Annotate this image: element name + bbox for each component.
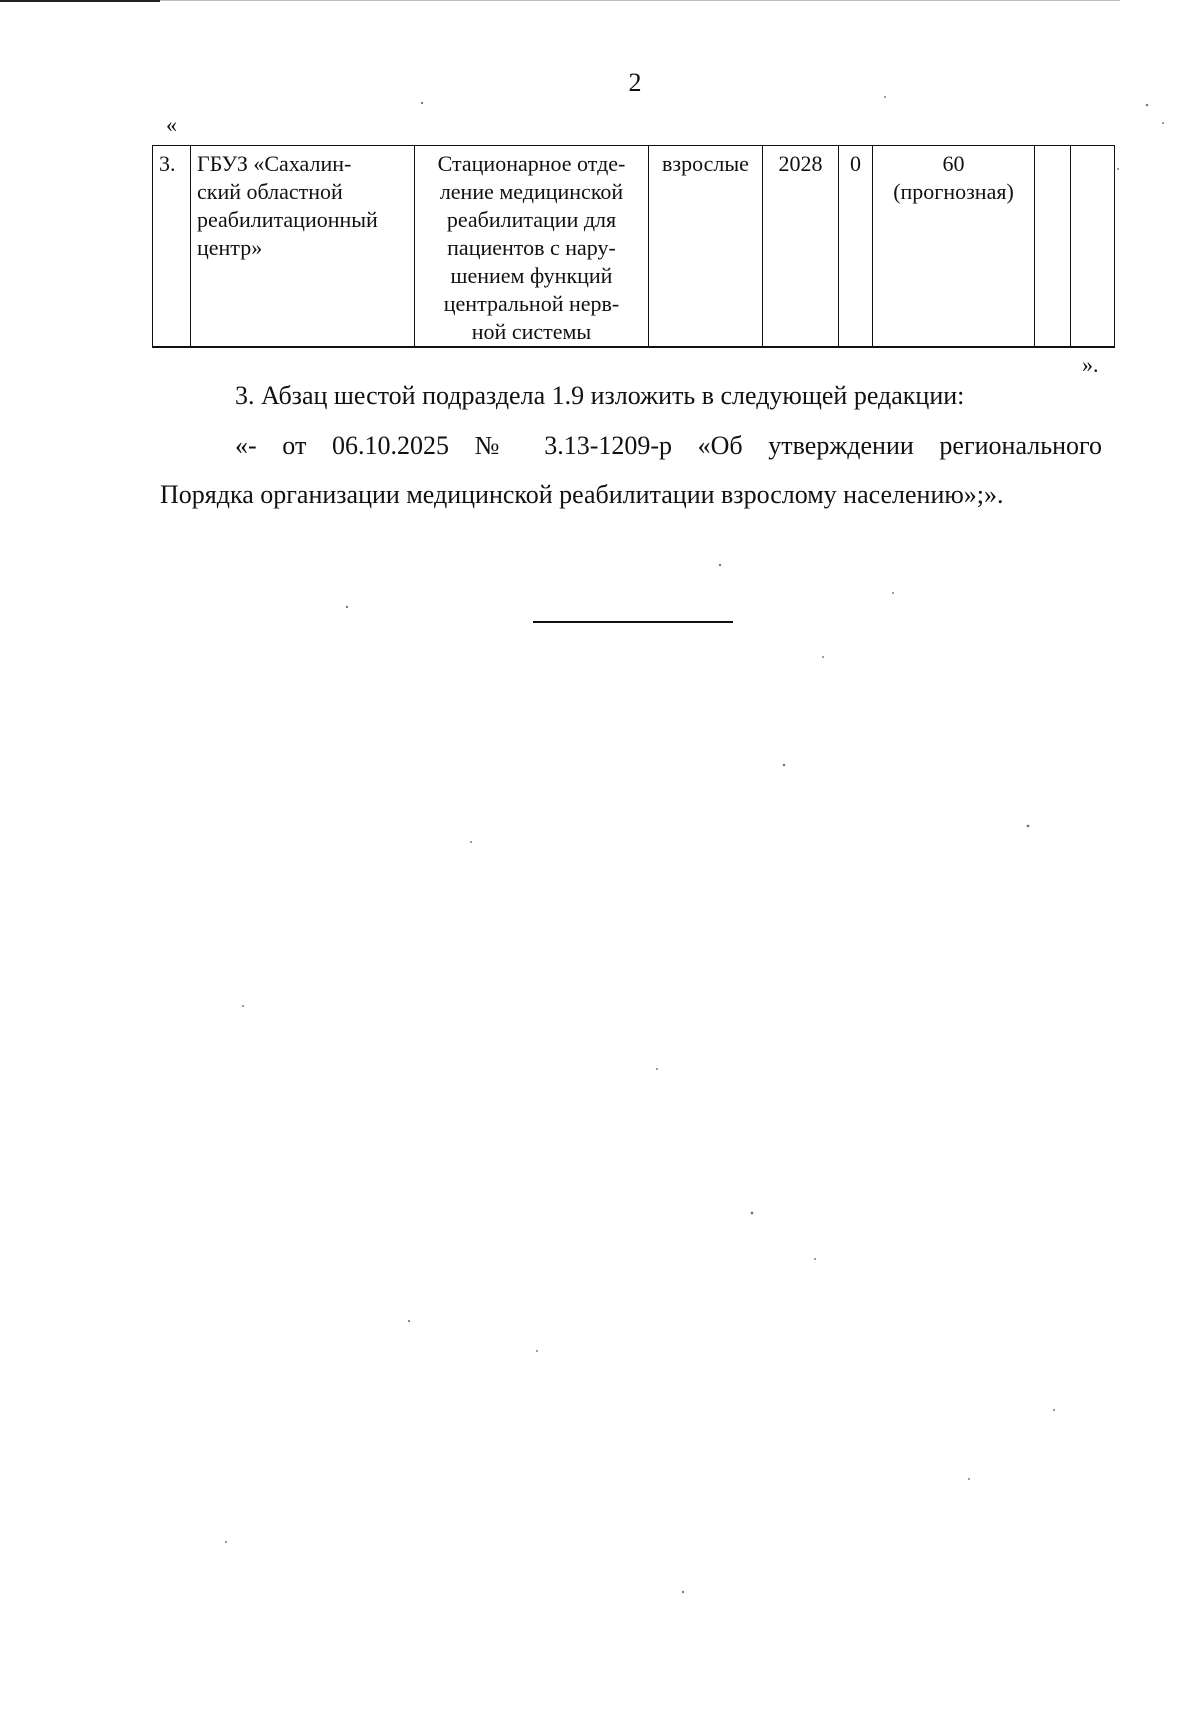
paragraph-quote-line-1: «- от 06.10.2025 № 3.13-1209-р «Об утверждении регионального: [235, 431, 1102, 460]
count-value: 60: [942, 151, 965, 176]
department-line: центральной нерв-: [443, 291, 620, 316]
department-line: ной системы: [471, 319, 592, 344]
cell-department: [415, 146, 649, 348]
amendment-table: [152, 145, 1115, 348]
cell-year: 2028: [763, 146, 839, 348]
scan-top-edge-faint: [160, 0, 1120, 1]
department-line: ление медицинской: [439, 179, 624, 204]
end-separator-line: [533, 621, 733, 623]
department-line: пациентов с нару-: [447, 235, 616, 260]
organization-line: центр»: [197, 235, 263, 260]
organization-line: ГБУЗ «Сахалин-: [197, 151, 352, 176]
cell-empty: [1035, 146, 1071, 348]
cell-age-group: взрослые: [649, 146, 763, 348]
paragraph-item-3: 3. Абзац шестой подраздела 1.9 изложить в следующей редакции:: [235, 381, 965, 410]
cell-zero: 0: [839, 146, 873, 348]
scan-top-edge: [0, 0, 160, 2]
table-row: [153, 146, 1115, 348]
cell-organization: [191, 146, 415, 348]
department-line: реабилитации для: [446, 207, 617, 232]
department-line: Стационарное отде-: [437, 151, 626, 176]
organization-line: ский областной: [197, 179, 343, 204]
cell-empty: [1071, 146, 1115, 348]
count-note: (прогнозная): [893, 179, 1014, 204]
table-close-quote: ».: [1082, 352, 1099, 377]
cell-number: 3.: [153, 146, 191, 348]
table-open-quote: «: [166, 112, 177, 137]
paragraph-quote-line-2: Порядка организации медицинской реабилитации взрослому населению»;».: [160, 480, 1004, 509]
cell-count: [873, 146, 1035, 348]
page-number: 2: [628, 68, 642, 97]
department-line: шением функций: [450, 263, 613, 288]
organization-line: реабилитационный: [197, 207, 378, 232]
